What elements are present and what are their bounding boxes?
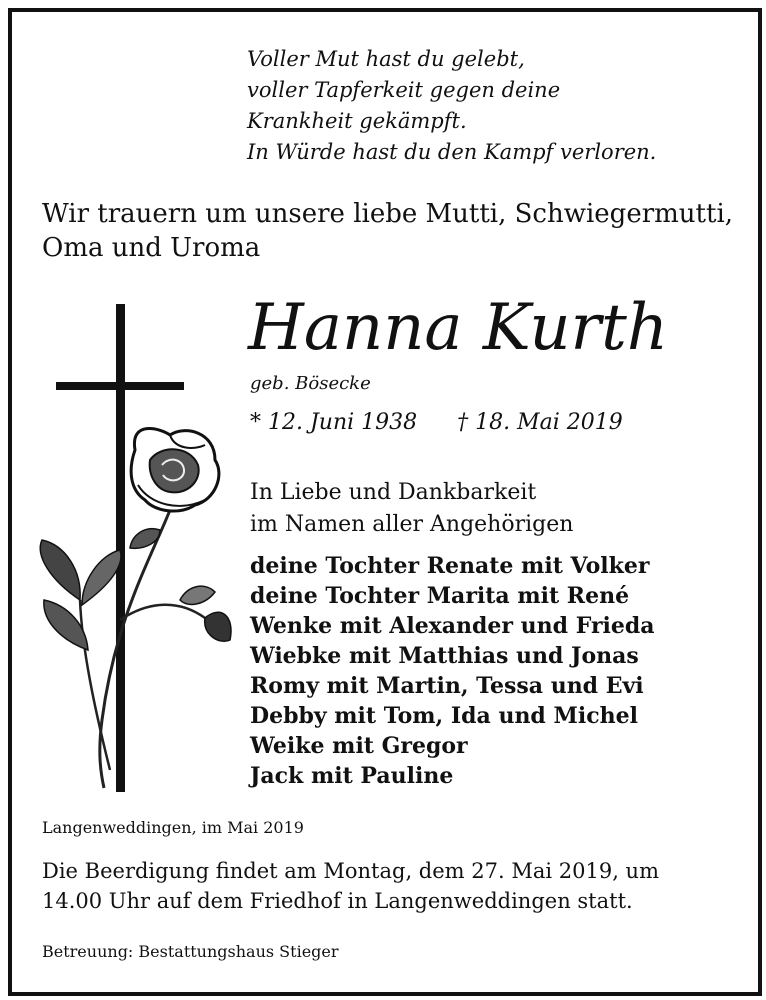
rose-bloom-icon bbox=[131, 428, 219, 511]
rose-stem bbox=[100, 510, 170, 788]
poem-line: Krankheit gekämpft. bbox=[247, 109, 467, 133]
family-member: Weike mit Gregor bbox=[250, 733, 468, 759]
family-list bbox=[250, 551, 655, 791]
family-member: Jack mit Pauline bbox=[250, 763, 454, 789]
intro-line: Wir trauern um unsere liebe Mutti, Schwiegermutti, bbox=[42, 199, 734, 229]
leaf-icon bbox=[40, 540, 80, 600]
mourning-intro bbox=[42, 197, 733, 265]
funeral-info bbox=[42, 856, 659, 916]
cross-vertical-bar bbox=[116, 304, 125, 792]
thanks-note bbox=[250, 477, 573, 541]
thanks-line: In Liebe und Dankbarkeit bbox=[250, 480, 537, 505]
leaf-icon bbox=[82, 550, 121, 605]
family-member: Romy mit Martin, Tessa und Evi bbox=[250, 673, 644, 699]
cross-with-rose-icon bbox=[20, 300, 240, 795]
leaf-icon bbox=[180, 586, 215, 604]
funeral-line: Die Beerdigung findet am Montag, dem 27. Mai 2019, um bbox=[42, 859, 659, 883]
death-date: † 18. Mai 2019 bbox=[457, 410, 623, 435]
family-member: deine Tochter Renate mit Volker bbox=[250, 553, 650, 579]
leaf-icon bbox=[205, 612, 231, 641]
funeral-line: 14.00 Uhr auf dem Friedhof in Langenweddingen statt. bbox=[42, 889, 633, 913]
funeral-home: Betreuung: Bestattungshaus Stieger bbox=[42, 942, 339, 961]
family-member: Wenke mit Alexander und Frieda bbox=[250, 613, 655, 639]
cross-horizontal-bar bbox=[56, 382, 184, 390]
memorial-poem bbox=[247, 44, 656, 168]
life-dates bbox=[250, 408, 623, 438]
place-and-date: Langenweddingen, im Mai 2019 bbox=[42, 818, 304, 837]
rose-stem-second bbox=[80, 600, 110, 770]
poem-line: Voller Mut hast du gelebt, bbox=[247, 47, 525, 71]
birth-date: * 12. Juni 1938 bbox=[250, 410, 418, 435]
deceased-name: Hanna Kurth bbox=[248, 291, 669, 365]
intro-line: Oma und Uroma bbox=[42, 233, 261, 263]
rose-branch bbox=[120, 605, 205, 620]
poem-line: voller Tapferkeit gegen deine bbox=[247, 78, 561, 102]
family-member: Debby mit Tom, Ida und Michel bbox=[250, 703, 638, 729]
thanks-line: im Namen aller Angehörigen bbox=[250, 512, 574, 537]
birth-name: geb. Bösecke bbox=[250, 373, 371, 394]
poem-line: In Würde hast du den Kampf verloren. bbox=[247, 140, 657, 164]
family-member: Wiebke mit Matthias und Jonas bbox=[250, 643, 639, 669]
family-member: deine Tochter Marita mit René bbox=[250, 583, 630, 609]
